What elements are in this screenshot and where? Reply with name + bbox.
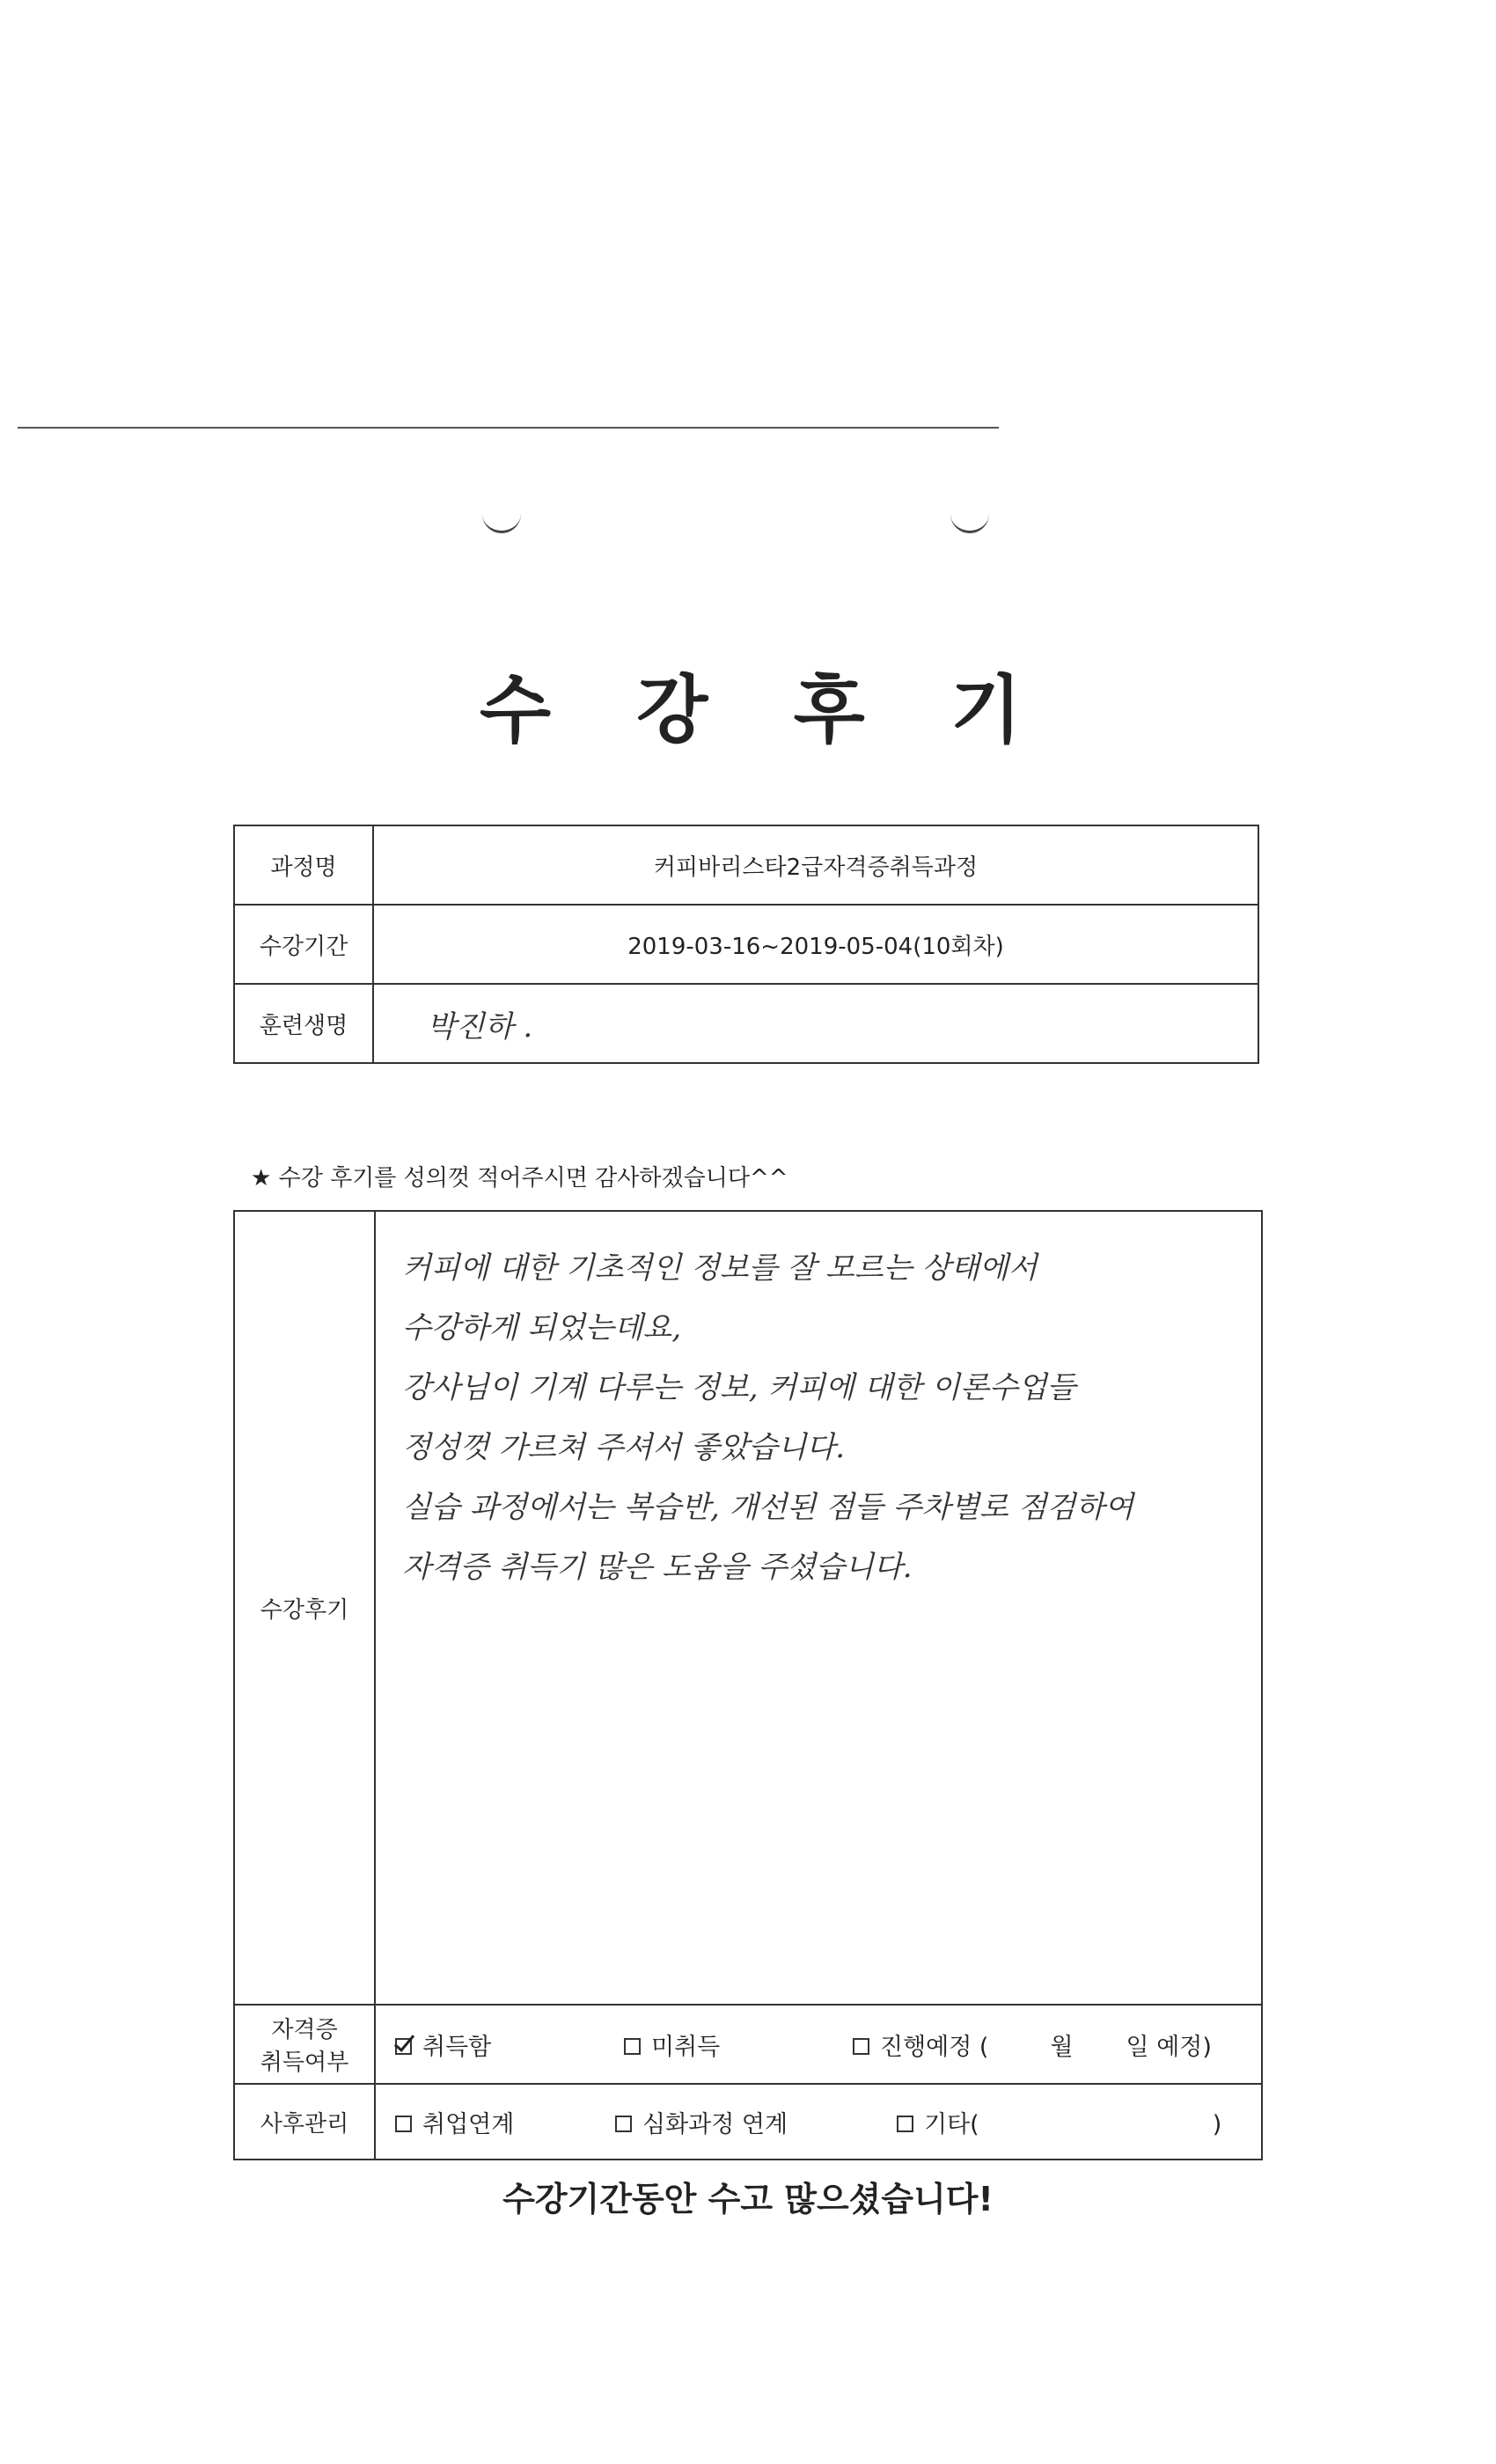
- checkbox-icon[interactable]: [395, 2116, 412, 2132]
- review-line: 수강하게 되었는데요,: [402, 1310, 682, 1346]
- review-line: 실습 과정에서는 복습반, 개선된 점들 주차별로 점검하여: [402, 1490, 1134, 1525]
- course-value: 커피바리스타2급자격증취득과정: [373, 825, 1258, 905]
- checkbox-icon[interactable]: [624, 2038, 641, 2055]
- checkbox-icon[interactable]: [853, 2038, 869, 2055]
- opt-planned[interactable]: 진행예정 ( 월 일 예정): [853, 2028, 1212, 2062]
- page-title: 수 강 후 기: [479, 667, 1052, 753]
- review-line: 커피에 대한 기초적인 정보를 잘 모르는 상태에서: [402, 1250, 1038, 1286]
- closing-message: 수강기간동안 수고 많으셨습니다!: [502, 2180, 994, 2218]
- aftercare-label: 사후관리: [234, 2084, 375, 2160]
- checked-checkbox-icon[interactable]: [395, 2038, 412, 2055]
- review-line: 정성껏 가르쳐 주셔서 좋았습니다.: [402, 1430, 846, 1465]
- period-label: 수강기간: [234, 905, 373, 984]
- review-label: 수강후기: [234, 1211, 375, 2005]
- qualification-options: [375, 2005, 1262, 2084]
- punch-hole-right: [950, 506, 989, 533]
- punch-hole-left: [482, 506, 521, 533]
- opt-job-link[interactable]: 취업연계: [395, 2105, 615, 2139]
- aftercare-options: [375, 2084, 1262, 2160]
- checkbox-icon[interactable]: [897, 2116, 913, 2132]
- trainee-label: 훈련생명: [234, 984, 373, 1063]
- qualification-label: 자격증 취득여부: [234, 2005, 375, 2084]
- period-value: 2019-03-16~2019-05-04(10회차): [373, 905, 1258, 984]
- opt-not-acquired[interactable]: 미취득: [624, 2028, 853, 2062]
- review-line: 자격증 취득기 많은 도움을 주셨습니다.: [402, 1550, 913, 1585]
- review-line: 강사님이 기계 다루는 정보, 커피에 대한 이론수업들: [402, 1370, 1076, 1405]
- opt-other[interactable]: 기타( ): [897, 2105, 1221, 2139]
- scan-top-edge: [18, 427, 999, 429]
- review-table: [233, 1210, 1263, 2160]
- course-label: 과정명: [234, 825, 373, 905]
- opt-acquired[interactable]: 취득함: [395, 2028, 624, 2062]
- notice-text: ★ 수강 후기를 성의껏 적어주시면 감사하겠습니다^^: [251, 1165, 788, 1192]
- trainee-name: 박진하 .: [373, 984, 1258, 1063]
- course-info-table: [233, 825, 1259, 1064]
- checkbox-icon[interactable]: [615, 2116, 632, 2132]
- review-text-area: [375, 1211, 1262, 2005]
- opt-advanced-course[interactable]: 심화과정 연계: [615, 2105, 897, 2139]
